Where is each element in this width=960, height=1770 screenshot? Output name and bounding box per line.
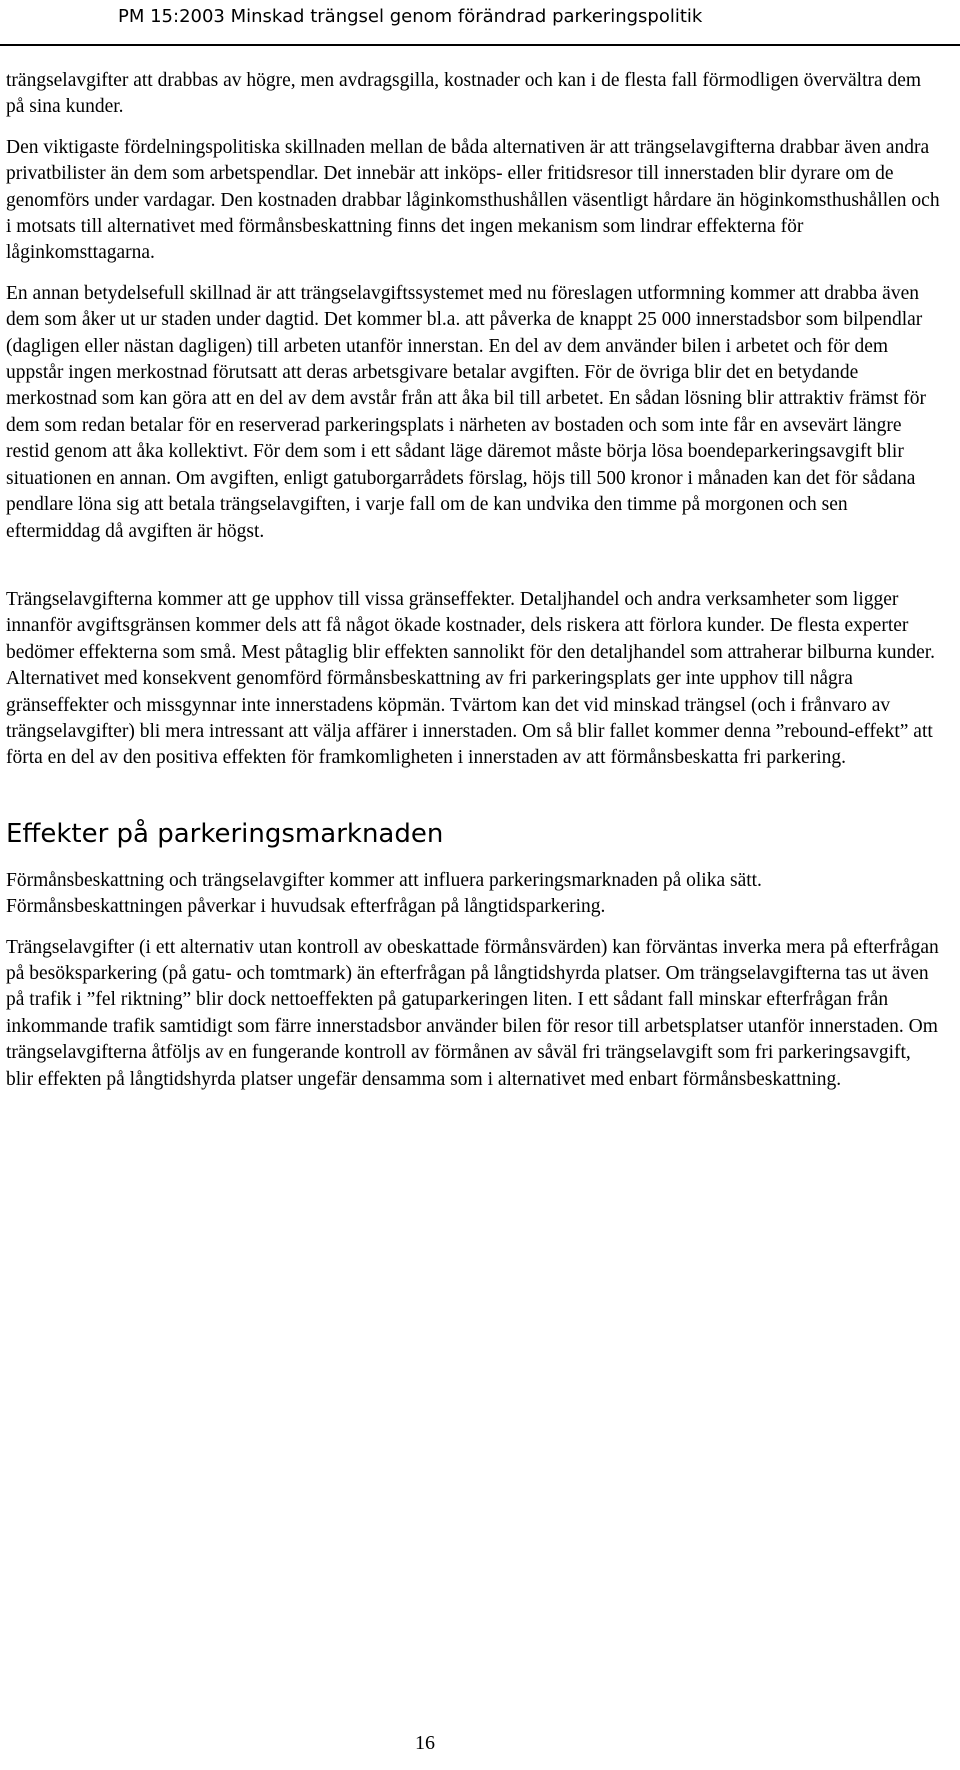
body-paragraph: En annan betydelsefull skillnad är att trängselavgiftssystemet med nu föreslagen utformning kommer att drabba även dem som åker ut ur staden under dagtid. Det kommer bl.a. att påverka de knappt 25 000 innerstadsbor som bilpendlar (dagligen eller nästan dagligen) till arbeten utanför innerstan. En del av dem använder bilen i arbetet och för dem uppstår ingen merkostnad förutsatt att deras arbetsgivare betalar avgiften. För de övriga blir det en betydande merkostnad som kan göra att en del av dem avstår från att åka bil till arbetet. En sådan lösning blir attraktiv främst för dem som redan betalar för en reserverad parkeringsplats i närheten av bostaden och som inte får en avsevärt längre restid genom att åka kollektivt. För dem som i ett sådant läge däremot måste börja lösa boendeparkeringsavgift blir situationen en annan. Om avgiften, enligt gatuborgarrådets förslag, höjs till 500 kronor i månaden kan det för sådana pendlare löna sig att betala trängselavgiften, i varje fall om de kan undvika den timme på morgonen och sen eftermiddag då avgiften är högst.: [6, 282, 927, 542]
page-number: 16: [415, 1732, 435, 1754]
running-header-title: PM 15:2003 Minskad trängsel genom förändrad parkeringspolitik: [118, 6, 703, 27]
body-paragraph: Trängselavgifterna kommer att ge upphov till vissa gränseffekter. Detaljhandel och andra verksamheter som ligger innanför avgiftsgränsen kommer dels att få något ökade kostnader, dels riskera att förlora kunder. De flesta experter bedömer effekterna som små. Mest påtaglig blir effekten sannolikt för den detaljhandel som attraherar bilburna kunder. Alternativet med konsekvent genomförd förmånsbeskattning av fri parkeringsplats ger inte upphov till några gränseffekter och missgynnar inte innerstadens köpmän. Tvärtom kan det vid minskad trängsel (och i frånvaro av trängselavgifter) bli mera intressant att välja affärer i innerstaden. Om så blir fallet kommer denna ”rebound-effekt” att förta en del av den positiva effekten för framkomligheten i innerstaden av att förmånsbeskatta fri parkering.: [6, 588, 936, 769]
section-heading: Effekter på parkeringsmarknaden: [6, 818, 444, 849]
body-paragraph: trängselavgifter att drabbas av högre, men avdragsgilla, kostnader och kan i de flesta fall förmodligen övervältra dem på sina kunder.: [6, 70, 922, 118]
page-body: [6, 68, 941, 1107]
section-paragraph: Förmånsbeskattning och trängselavgifter kommer att influera parkeringsmarknaden på olika sätt. Förmånsbeskattningen påverkar i huvudsak efterfrågan på långtidsparkering.: [6, 869, 762, 918]
running-header: [0, 0, 960, 46]
section-paragraph: Trängselavgifter (i ett alternativ utan kontroll av obeskattade förmånsvärden) kan förväntas inverka mera på efterfrågan på besöksparkering (på gatu- och tomtmark) än efterfrågan på långtidshyrda platser. Om trängselavgifterna tas ut även på trafik i ”fel riktning” blir dock nettoeffekten på gatuparkeringen liten. I ett sådant fall minskar efterfrågan från inkommande trafik samtidigt som färre innerstadsbor använder bilen för resor till arbetsplatser utanför innerstaden. Om trängselavgifterna åtföljs av en fungerande kontroll av förmånen av såväl fri trängselavgift som fri parkeringsavgift, blir effekten på långtidshyrda platser ungefär densamma som i alternativet med enbart förmånsbeskattning.: [6, 936, 939, 1090]
body-paragraph: Den viktigaste fördelningspolitiska skillnaden mellan de båda alternativen är att trängselavgifterna drabbar även andra privatbilister än dem som arbetspendlar. Det innebär att inköps- eller fritidsresor till innerstaden blir dyrare om de genomförs under vardagar. Den kostnaden drabbar låginkomsthushållen väsentligt hårdare än höginkomsthushållen och i motsats till alternativet med förmånsbeskattning finns det ingen mekanism som lindrar effekterna för låginkomsttagarna.: [6, 136, 940, 264]
